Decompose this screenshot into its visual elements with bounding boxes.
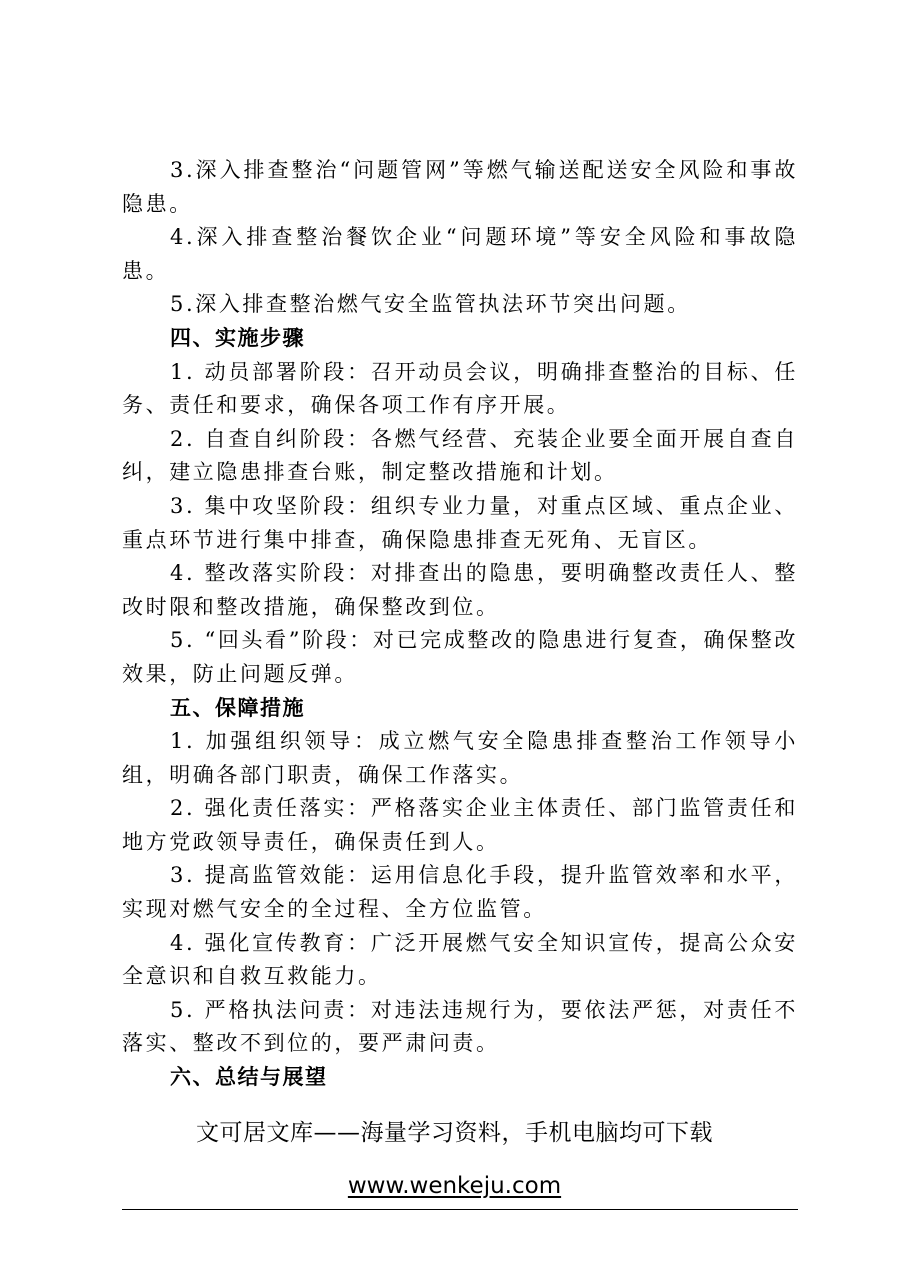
paragraph-safeguard-3: 3. 提高监管效能：运用信息化手段，提升监管效率和水平，实现对燃气安全的全过程、全方位监管。: [122, 863, 798, 922]
paragraph-safeguard-1: 1. 加强组织领导：成立燃气安全隐患排查整治工作领导小组，明确各部门职责，确保工作落实。: [122, 729, 798, 787]
footer-url-link[interactable]: www.wenkeju.com: [347, 1173, 562, 1199]
paragraph-safeguard-2: 2. 强化责任落实：严格落实企业主体责任、部门监管责任和地方党政领导责任，确保责任到人。: [122, 796, 798, 854]
paragraph-safeguard-5: 5. 严格执法问责：对违法违规行为，要依法严惩，对责任不落实、整改不到位的，要严肃问责。: [122, 997, 798, 1056]
paragraph-step-4: 4. 整改落实阶段：对排查出的隐患，要明确整改责任人、整改时限和整改措施，确保整改到位。: [122, 561, 798, 619]
paragraph-step-1: 1. 动员部署阶段：召开动员会议，明确排查整治的目标、任务、责任和要求，确保各项工作有序开展。: [122, 359, 798, 418]
document-body: [122, 154, 798, 1095]
footer-title: 文可居文库——海量学习资料，手机电脑均可下载: [196, 1120, 713, 1146]
section-heading-summary: 六、总结与展望: [170, 1065, 328, 1090]
paragraph-step-2: 2. 自查自纠阶段：各燃气经营、充装企业要全面开展自查自纠，建立隐患排查台账，制定整改措施和计划。: [122, 426, 798, 485]
paragraph-item-4-catering: 4.深入排查整治餐饮企业“问题环境”等安全风险和事故隐患。: [122, 225, 798, 283]
section-heading-safeguards: 五、保障措施: [170, 695, 305, 720]
paragraph-safeguard-4: 4. 强化宣传教育：广泛开展燃气安全知识宣传，提高公众安全意识和自救互救能力。: [122, 930, 798, 989]
paragraph-item-5-enforcement: 5.深入排查整治燃气安全监管执法环节突出问题。: [170, 292, 691, 317]
footer-divider: [122, 1209, 798, 1210]
paragraph-step-5: 5. “回头看”阶段：对已完成整改的隐患进行复查，确保整改效果，防止问题反弹。: [122, 628, 798, 686]
paragraph-step-3: 3. 集中攻坚阶段：组织专业力量，对重点区域、重点企业、重点环节进行集中排查，确保隐患排查无死角、无盲区。: [122, 493, 798, 552]
paragraph-item-3-pipeline: 3.深入排查整治“问题管网”等燃气输送配送安全风险和事故隐患。: [122, 158, 798, 216]
section-heading-implementation-steps: 四、实施步骤: [170, 325, 305, 350]
